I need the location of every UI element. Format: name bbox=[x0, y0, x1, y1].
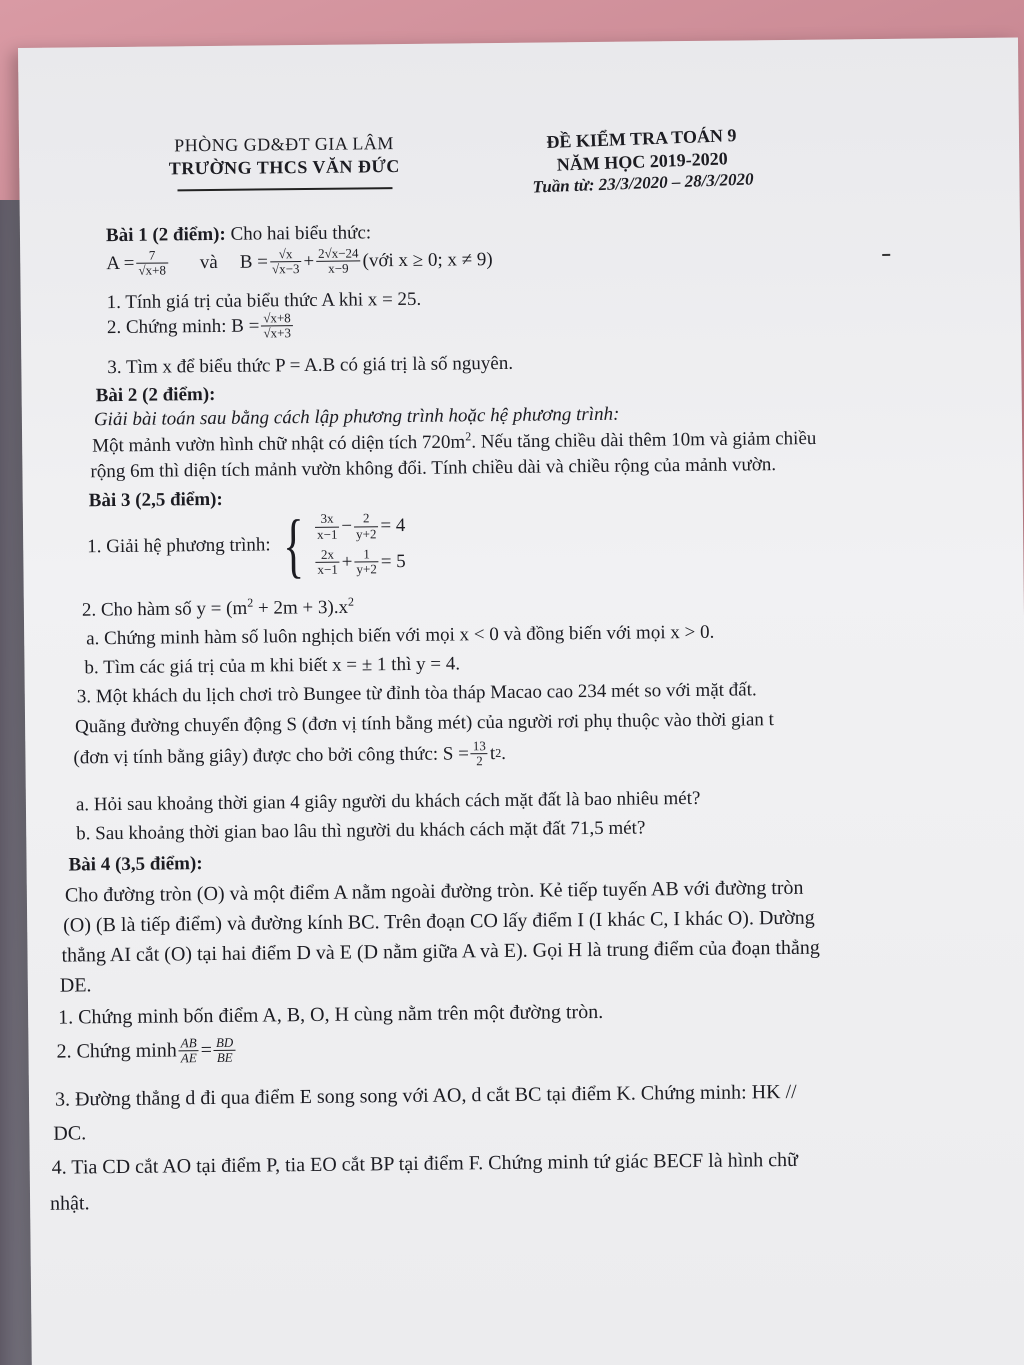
fraction-numerator: 7 bbox=[136, 248, 168, 264]
bai2-subtitle: Giải bài toán sau bằng cách lập phương trình hoặc hệ phương trình: bbox=[93, 403, 620, 431]
bai1-question-1: 1. Tính giá trị của biểu thức A khi x = 25. bbox=[106, 288, 422, 314]
conjunction-and: và bbox=[199, 251, 218, 274]
bai4-question-3-line-2: DC. bbox=[53, 1122, 87, 1145]
left-brace-glyph: { bbox=[283, 505, 305, 586]
bai3-question-3-line-2: Quãng đường chuyển động S (đơn vị tính bằng mét) của người rơi phụ thuộc vào thời gian t bbox=[75, 709, 774, 738]
fraction-denominator: x−1 bbox=[317, 561, 338, 578]
fraction-numerator: 1 bbox=[354, 547, 379, 563]
exam-header bbox=[496, 122, 788, 199]
bai2-text-line-2: rộng 6m thì diện tích mảnh vườn không đổi. Tính chiều dài và chiều rộng của mảnh vườn. bbox=[90, 454, 777, 483]
fraction-numerator: 2x bbox=[315, 548, 340, 564]
school-header bbox=[149, 132, 420, 192]
fraction-numerator: 2√x−24 bbox=[316, 246, 361, 262]
domain-condition: (với x ≥ 0; x ≠ 9) bbox=[362, 248, 493, 272]
fraction-numerator: 3x bbox=[315, 512, 340, 528]
question-text: 2. Chứng minh: B = bbox=[106, 315, 260, 339]
right-hand-side: = 5 bbox=[380, 550, 406, 573]
fraction-denominator: 2 bbox=[476, 753, 483, 769]
text-part: Một mảnh vườn hình chữ nhật có diện tích 720m bbox=[92, 431, 466, 457]
fraction-denominator: √x−3 bbox=[271, 261, 300, 277]
fraction-numerator: BD bbox=[214, 1036, 236, 1052]
bai3-question-2 bbox=[82, 595, 354, 623]
fraction-numerator: 13 bbox=[471, 739, 488, 754]
formula-fraction bbox=[471, 739, 488, 769]
bai3-question-3-line-3 bbox=[73, 739, 506, 773]
bai4-text-line-3: thẳng AI cắt (O) tại hai điểm D và E (D nằm giữa A và E). Gọi H là trung điểm của đoạn thẳng bbox=[61, 936, 821, 967]
bai4-text-line-4: DE. bbox=[59, 974, 92, 997]
expr-a-fraction bbox=[136, 248, 168, 278]
text-part: . bbox=[501, 742, 507, 764]
fraction-denominator: AE bbox=[180, 1050, 197, 1066]
right-hand-side: = 4 bbox=[380, 515, 406, 537]
plus-sign: + bbox=[303, 250, 315, 272]
fraction-numerator: √x+8 bbox=[261, 311, 293, 327]
fraction-numerator: √x bbox=[270, 247, 302, 263]
plus-sign: + bbox=[341, 551, 353, 573]
equals-sign: = bbox=[200, 1039, 213, 1062]
text-part: (đơn vị tính bằng giây) được cho bởi công thức: S = bbox=[73, 743, 470, 769]
bai1-question-2 bbox=[107, 311, 295, 343]
exam-paper bbox=[18, 38, 1024, 1365]
fraction bbox=[315, 512, 340, 542]
question-text: 1. Giải hệ phương trình: bbox=[87, 534, 271, 558]
exam-week: Tuần từ: 23/3/2020 – 28/3/2020 bbox=[532, 169, 754, 197]
variable-t: t bbox=[489, 742, 496, 765]
bai4-question-2 bbox=[56, 1036, 237, 1067]
fraction bbox=[354, 512, 379, 542]
header-underline bbox=[177, 187, 392, 191]
bai4-question-1: 1. Chứng minh bốn điểm A, B, O, H cùng nằm trên một đường tròn. bbox=[58, 1000, 604, 1029]
expr-b-fraction-2 bbox=[316, 246, 361, 276]
ratio-fraction-2 bbox=[214, 1036, 236, 1066]
school-name: TRƯỜNG THCS VĂN ĐỨC bbox=[168, 155, 400, 178]
expr-a-label: A = bbox=[106, 252, 135, 275]
fraction bbox=[354, 547, 379, 577]
superscript: 2 bbox=[495, 746, 502, 761]
bai4-text-line-2: (O) (B là tiếp điểm) và đường kính BC. Trên đoạn CO lấy điểm I (I khác C, I khác O). Dường bbox=[63, 906, 815, 937]
fraction-denominator: √x+3 bbox=[263, 325, 291, 341]
question-text: 2. Chứng minh bbox=[56, 1039, 177, 1063]
bai1-intro: Cho hai biểu thức: bbox=[225, 222, 372, 245]
text-part: . Nếu tăng chiều dài thêm 10m và giảm chiều bbox=[471, 427, 817, 453]
bai3-question-2a: a. Chứng minh hàm số luôn nghịch biến với mọi x < 0 và đồng biến với mọi x > 0. bbox=[86, 621, 715, 650]
bai3-question-2b: b. Tìm các giá trị của m khi biết x = ± 1 thì y = 4. bbox=[84, 653, 461, 679]
bai4-question-4-line-1: 4. Tia CD cắt AO tại điểm P, tia EO cắt BP tại điểm F. Chứng minh tứ giác BECF là hình chữ bbox=[51, 1148, 799, 1179]
bai1-title: Bài 1 (2 điểm): bbox=[105, 223, 226, 247]
bai1-question-3: 3. Tìm x để biểu thức P = A.B có giá trị là số nguyên. bbox=[107, 352, 514, 379]
bai4-question-4-line-2: nhật. bbox=[49, 1192, 90, 1215]
fraction-denominator: BE bbox=[216, 1050, 233, 1066]
fraction-denominator: x−1 bbox=[316, 526, 338, 542]
bai1-heading bbox=[106, 221, 371, 248]
exam-title: ĐỀ KIỂM TRA TOÁN 9 bbox=[546, 125, 737, 152]
equation-rows bbox=[313, 511, 406, 577]
bai1-expressions bbox=[106, 245, 493, 279]
fraction-denominator: y+2 bbox=[356, 525, 377, 542]
department-name: PHÒNG GD&ĐT GIA LÂM bbox=[174, 133, 394, 156]
bai4-text-line-1: Cho đường tròn (O) và một điểm A nằm ngoài đường tròn. Kẻ tiếp tuyến AB với đường tròn bbox=[64, 876, 804, 907]
bai2-title: Bài 2 (2 điểm): bbox=[95, 383, 216, 407]
proof-fraction bbox=[261, 311, 293, 341]
bai3-question-3-line-1: 3. Một khách du lịch chơi trò Bungee từ đỉnh tòa tháp Macao cao 234 mét so với mặt đất. bbox=[76, 679, 757, 708]
bai4-question-3-line-1: 3. Đường thẳng d đi qua điểm E song song với AO, d cắt BC tại điểm K. Chứng minh: HK // bbox=[54, 1080, 797, 1111]
fraction-denominator: x−9 bbox=[328, 260, 349, 277]
fraction-numerator: AB bbox=[179, 1036, 199, 1052]
fraction-denominator: y+2 bbox=[356, 561, 377, 577]
text-part: + 2m + 3).x bbox=[253, 596, 349, 619]
bai3-equation-system bbox=[87, 505, 406, 586]
text-part: 2. Cho hàm số y = (m bbox=[81, 597, 248, 621]
equation-1 bbox=[313, 511, 406, 542]
superscript: 2 bbox=[465, 429, 472, 444]
ratio-fraction-1 bbox=[179, 1036, 199, 1066]
superscript: 2 bbox=[247, 595, 254, 610]
fraction bbox=[315, 548, 340, 578]
stray-mark bbox=[882, 254, 890, 256]
bai3-title: Bài 3 (2,5 điểm): bbox=[88, 488, 223, 512]
bai3-question-3a: a. Hỏi sau khoảng thời gian 4 giây người du khách cách mặt đất là bao nhiêu mét? bbox=[75, 787, 701, 816]
fraction-denominator: √x+8 bbox=[138, 262, 167, 279]
equation-2 bbox=[313, 547, 406, 578]
expr-b-label: B = bbox=[239, 251, 269, 273]
school-year: NĂM HỌC 2019-2020 bbox=[556, 147, 729, 175]
bai4-title: Bài 4 (3,5 điểm): bbox=[68, 853, 203, 876]
fraction-numerator: 2 bbox=[354, 512, 379, 528]
superscript: 2 bbox=[347, 594, 355, 609]
expr-b-fraction-1 bbox=[270, 247, 302, 277]
minus-sign: − bbox=[341, 515, 353, 537]
exam-content bbox=[18, 38, 1018, 1215]
bai3-question-3b: b. Sau khoảng thời gian bao lâu thì người du khách cách mặt đất 71,5 mét? bbox=[76, 817, 646, 845]
